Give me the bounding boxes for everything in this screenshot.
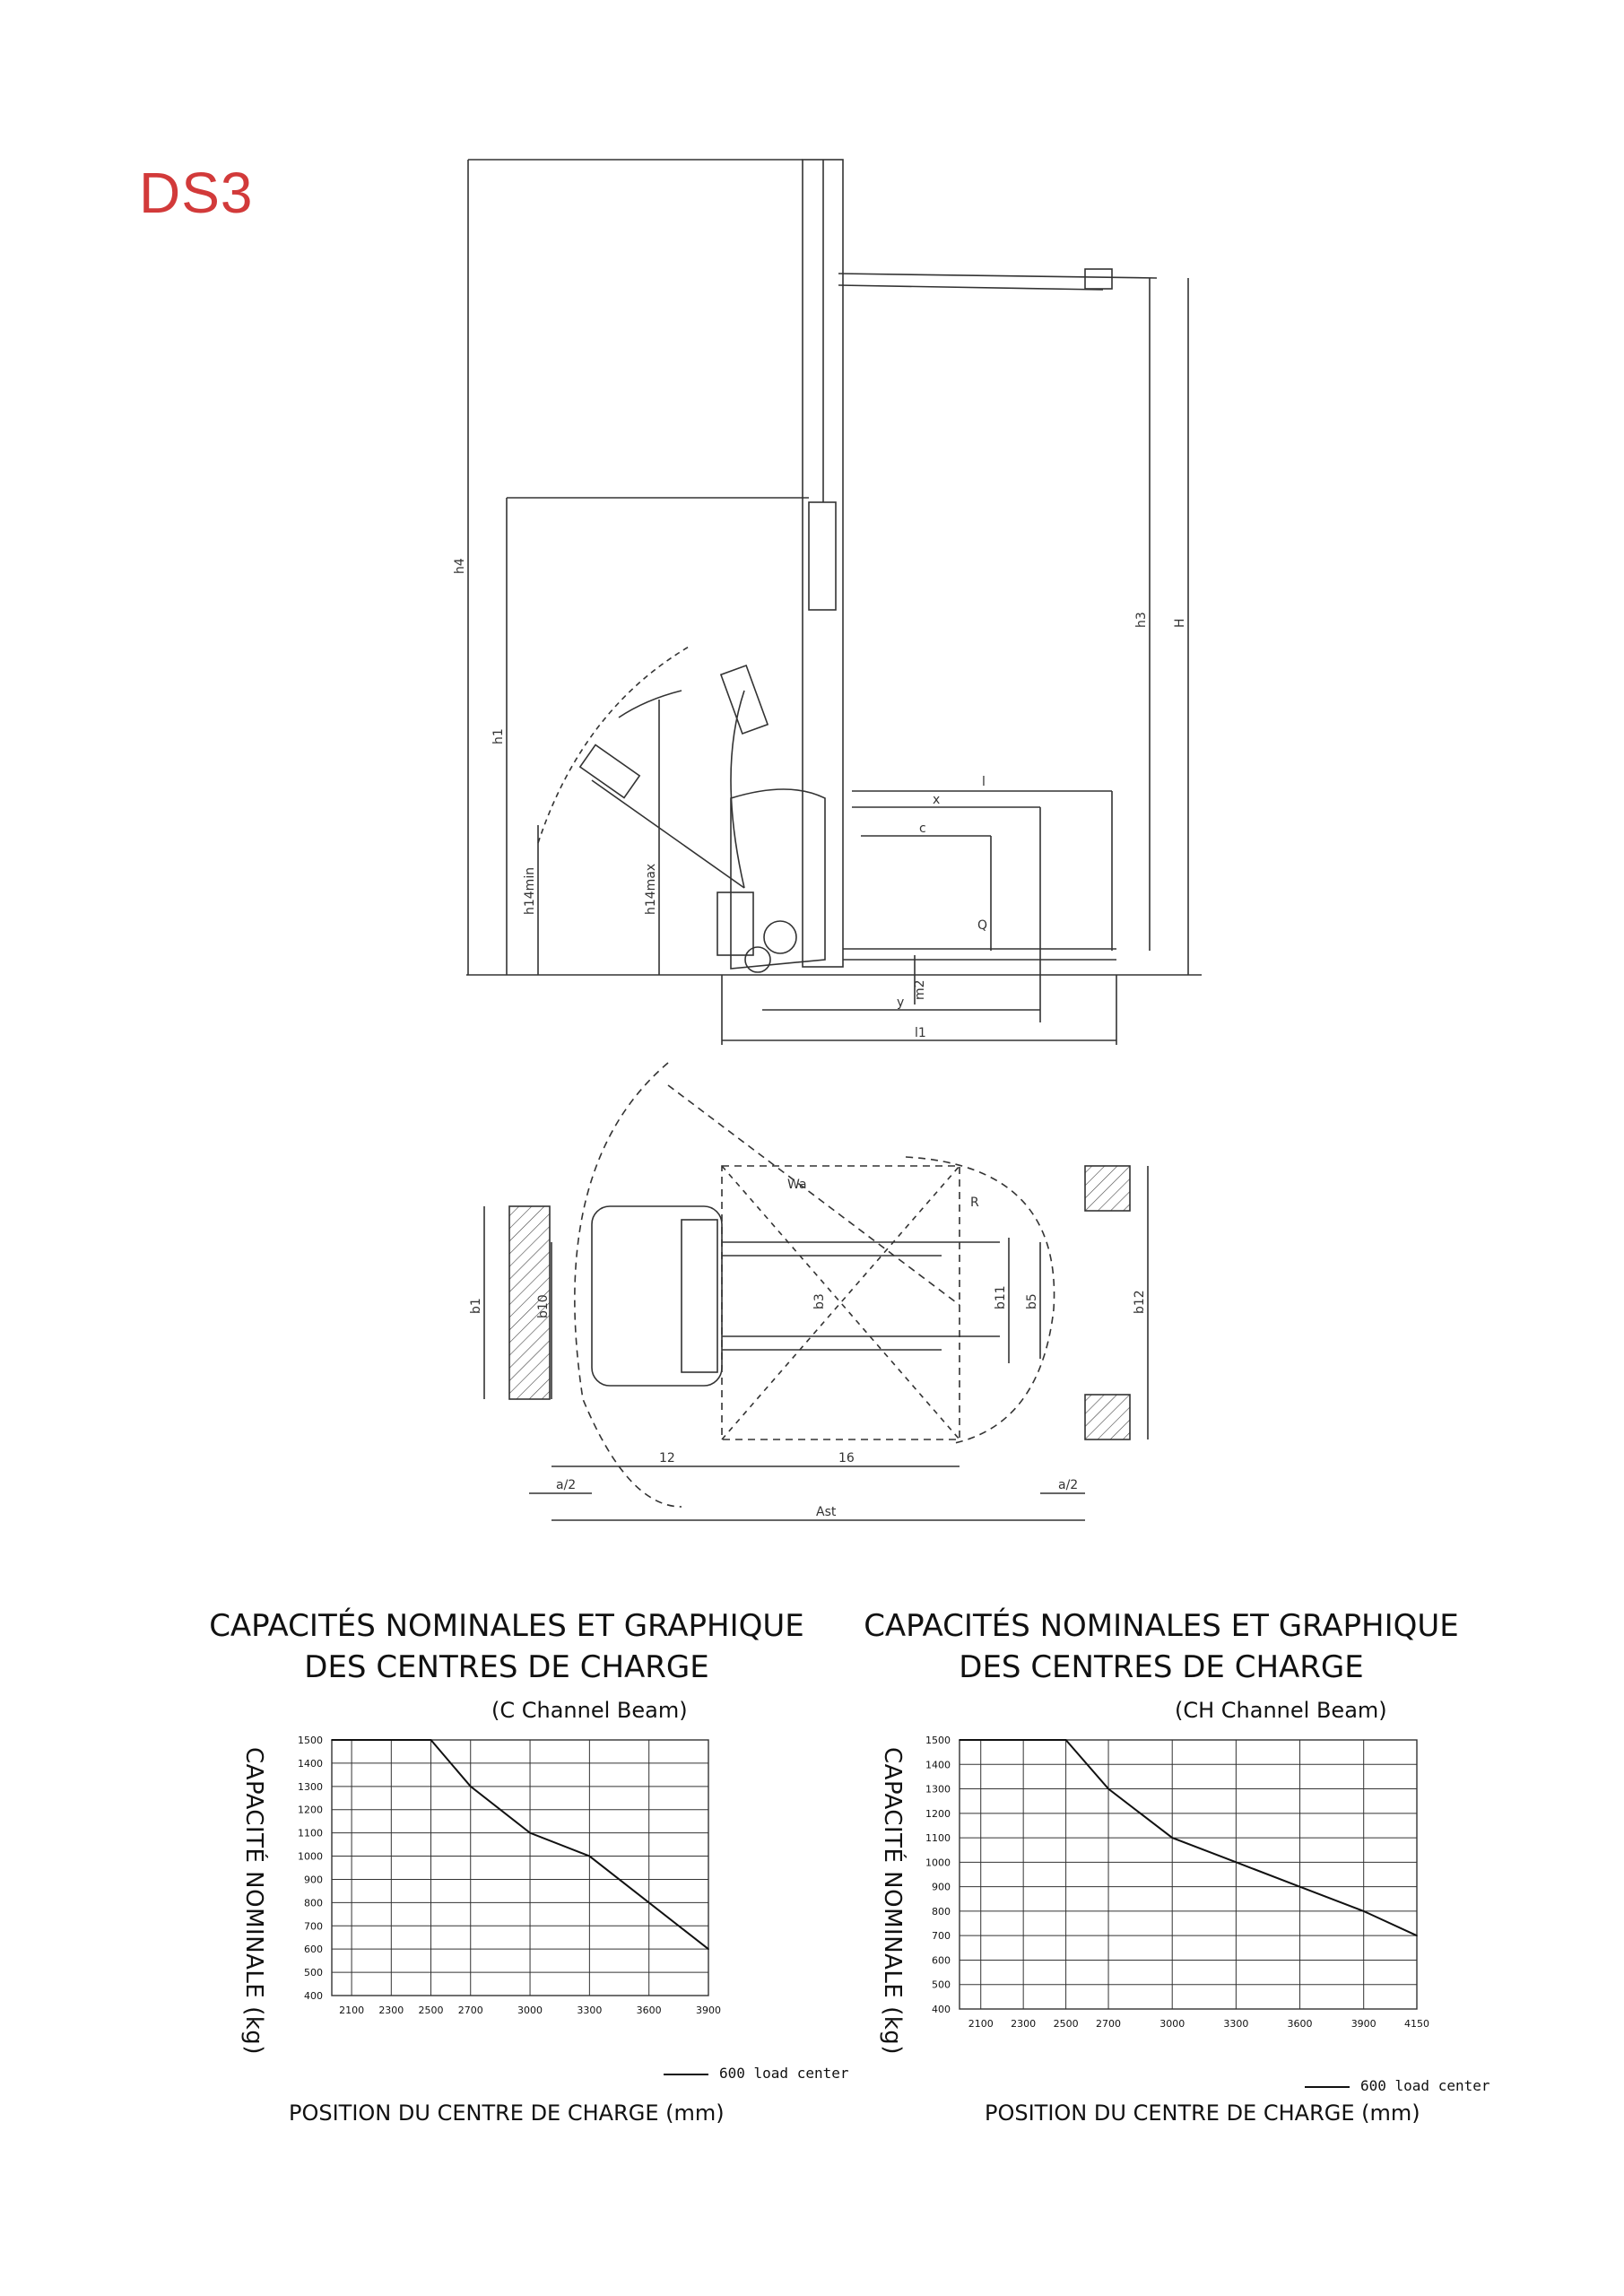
y-tick-label: 400 xyxy=(304,1990,323,2002)
label-12: 12 xyxy=(659,1451,675,1465)
chart-2 xyxy=(915,1731,1453,2036)
data-point xyxy=(959,1739,960,1741)
x-tick-label: 3900 xyxy=(1350,2018,1376,2030)
data-point xyxy=(430,1739,432,1741)
label-R: R xyxy=(970,1196,979,1210)
y-tick-label: 1100 xyxy=(298,1827,323,1839)
y-tick-label: 900 xyxy=(932,1881,951,1893)
chart-2-legend-label: 600 load center xyxy=(1360,2077,1490,2094)
data-point xyxy=(470,1786,472,1787)
label-b10: b10 xyxy=(536,1294,551,1318)
chart-2-legend xyxy=(1305,2077,1490,2094)
label-H: H xyxy=(1173,618,1187,628)
side-view xyxy=(466,160,1202,1045)
y-tick-label: 800 xyxy=(932,1905,951,1918)
y-tick-label: 700 xyxy=(932,1930,951,1943)
top-view xyxy=(484,1063,1148,1520)
chart-1-title-line1: CAPACITÉS NOMINALES ET GRAPHIQUE xyxy=(209,1608,804,1644)
chart-2-ylabel: CAPACITÉ NOMINALE (kg) xyxy=(879,1747,906,2055)
chart-2-title xyxy=(838,1605,1484,1688)
chart-1 xyxy=(287,1731,753,2027)
label-16: 16 xyxy=(838,1451,855,1465)
y-tick-label: 1300 xyxy=(925,1783,951,1796)
x-tick-label: 2500 xyxy=(418,2005,444,2016)
plot-frame xyxy=(332,1740,708,1996)
y-tick-label: 1200 xyxy=(925,1807,951,1820)
x-tick-label: 2100 xyxy=(339,2005,365,2016)
label-h14min: h14min xyxy=(523,866,537,915)
x-tick-label: 2500 xyxy=(1053,2018,1079,2030)
y-tick-label: 400 xyxy=(932,2004,951,2015)
chart-1-title-line2: DES CENTRES DE CHARGE xyxy=(304,1649,709,1685)
label-h4: h4 xyxy=(453,558,467,574)
data-point xyxy=(708,1948,709,1950)
model-title: DS3 xyxy=(139,161,254,225)
label-Ast: Ast xyxy=(816,1505,837,1519)
y-tick-label: 500 xyxy=(932,1979,951,1991)
data-point xyxy=(1363,1910,1365,1912)
label-x: x xyxy=(933,793,941,807)
x-tick-label: 4150 xyxy=(1404,2018,1429,2030)
y-tick-label: 1500 xyxy=(925,1735,951,1746)
label-a2-right: a/2 xyxy=(1058,1478,1079,1492)
label-b11: b11 xyxy=(994,1285,1008,1309)
label-a2-left: a/2 xyxy=(556,1478,577,1492)
label-y: y xyxy=(897,996,905,1010)
x-tick-label: 3000 xyxy=(1159,2018,1185,2030)
chart-2-title-line1: CAPACITÉS NOMINALES ET GRAPHIQUE xyxy=(864,1608,1459,1644)
y-tick-label: 1400 xyxy=(925,1759,951,1771)
x-tick-label: 2300 xyxy=(378,2005,404,2016)
chart-2-xlabel: POSITION DU CENTRE DE CHARGE (mm) xyxy=(985,2100,1420,2126)
label-b3: b3 xyxy=(812,1293,827,1309)
x-tick-label: 2100 xyxy=(968,2018,994,2030)
chart-1-title xyxy=(184,1605,829,1688)
chart-2-subtitle: (CH Channel Beam) xyxy=(1175,1698,1387,1723)
data-point xyxy=(1236,1862,1238,1864)
x-tick-label: 3600 xyxy=(636,2005,662,2016)
x-tick-label: 2300 xyxy=(1011,2018,1037,2030)
data-point xyxy=(1065,1739,1067,1741)
label-h1: h1 xyxy=(491,728,506,744)
y-tick-label: 1200 xyxy=(298,1804,323,1816)
chart-2-legend-swatch xyxy=(1305,2086,1350,2088)
series-line xyxy=(332,1740,708,1949)
x-tick-label: 2700 xyxy=(457,2005,483,2016)
x-tick-label: 3900 xyxy=(696,2005,721,2016)
label-Wa: Wa xyxy=(787,1178,807,1192)
label-l: l xyxy=(982,775,986,789)
y-tick-label: 600 xyxy=(932,1954,951,1967)
x-tick-label: 3300 xyxy=(577,2005,603,2016)
y-tick-label: 1000 xyxy=(298,1850,323,1863)
chart-1-legend-label: 600 load center xyxy=(719,2065,849,2082)
data-point xyxy=(331,1739,333,1741)
data-point xyxy=(1416,1935,1418,1936)
label-b1: b1 xyxy=(469,1298,483,1314)
data-point xyxy=(1171,1837,1173,1839)
label-b12: b12 xyxy=(1133,1290,1147,1314)
label-l1: l1 xyxy=(915,1026,926,1040)
label-Q: Q xyxy=(977,918,988,933)
chart-1-legend-swatch xyxy=(664,2074,708,2075)
y-tick-label: 900 xyxy=(304,1874,323,1886)
plot-frame xyxy=(960,1740,1417,2009)
label-c: c xyxy=(919,822,926,836)
y-tick-label: 500 xyxy=(304,1967,323,1979)
y-tick-label: 600 xyxy=(304,1944,323,1956)
data-point xyxy=(589,1856,591,1857)
chart-1-subtitle: (C Channel Beam) xyxy=(491,1698,688,1723)
y-tick-label: 1300 xyxy=(298,1780,323,1793)
y-tick-label: 1400 xyxy=(298,1757,323,1770)
label-h3: h3 xyxy=(1134,612,1149,628)
data-point xyxy=(1107,1788,1109,1790)
label-m2: m2 xyxy=(913,979,927,1000)
chart-1-ylabel: CAPACITÉ NOMINALE (kg) xyxy=(240,1747,267,2055)
x-tick-label: 3000 xyxy=(517,2005,543,2016)
chart-1-legend xyxy=(664,2065,849,2082)
label-h14max: h14max xyxy=(644,863,658,915)
chart-2-title-line2: DES CENTRES DE CHARGE xyxy=(959,1649,1364,1685)
x-tick-label: 3300 xyxy=(1223,2018,1249,2030)
y-tick-label: 700 xyxy=(304,1920,323,1933)
chart-1-xlabel: POSITION DU CENTRE DE CHARGE (mm) xyxy=(289,2100,725,2126)
data-point xyxy=(529,1832,531,1834)
x-tick-label: 2700 xyxy=(1096,2018,1122,2030)
y-tick-label: 1500 xyxy=(298,1735,323,1746)
label-b5: b5 xyxy=(1025,1293,1039,1309)
y-tick-label: 800 xyxy=(304,1897,323,1909)
y-tick-label: 1100 xyxy=(925,1832,951,1845)
data-point xyxy=(1299,1886,1301,1888)
y-tick-label: 1000 xyxy=(925,1857,951,1869)
x-tick-label: 3600 xyxy=(1287,2018,1313,2030)
